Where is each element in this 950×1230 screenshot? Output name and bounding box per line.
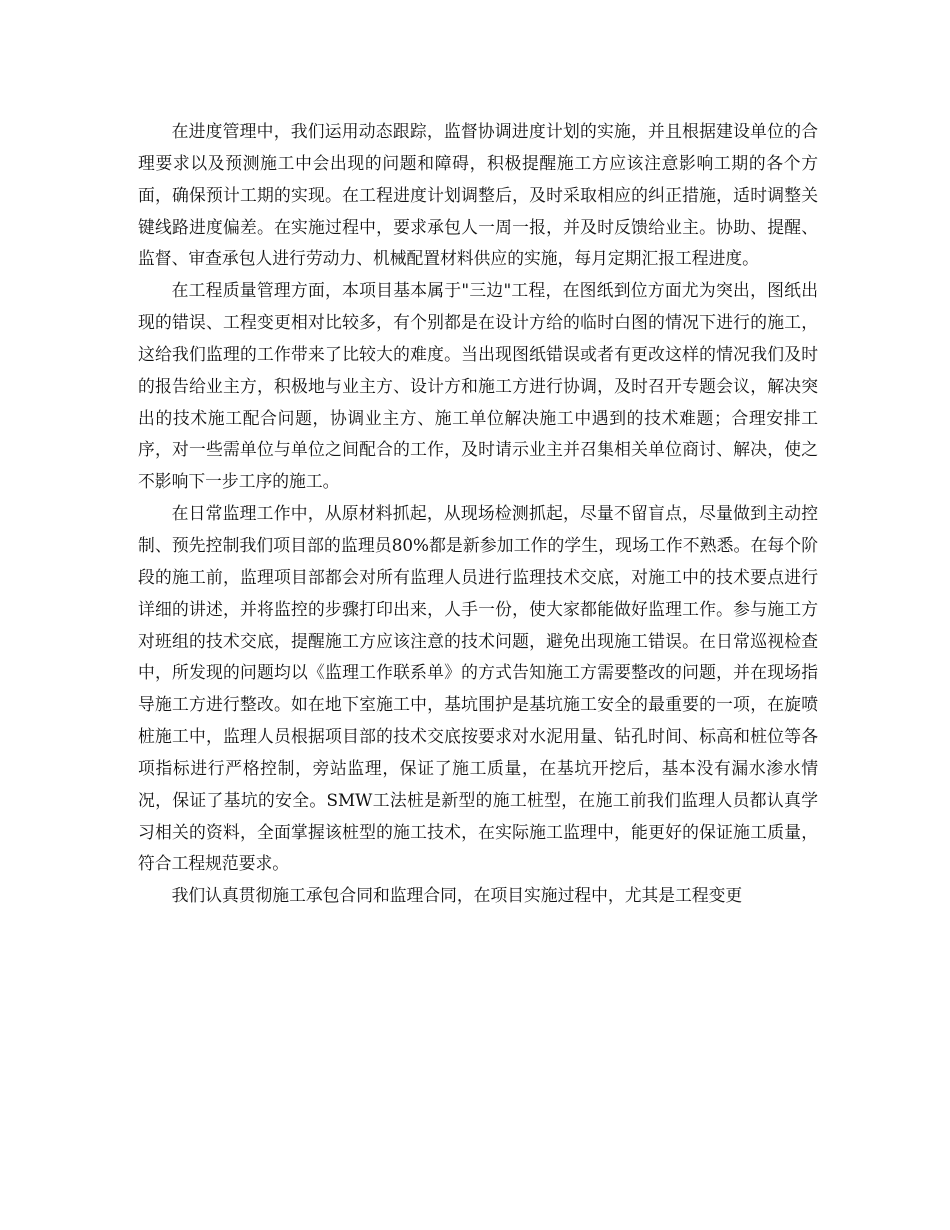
paragraph-quality-management: 在工程质量管理方面，本项目基本属于"三边"工程，在图纸到位方面尤为突出，图纸出现的错误、工程变更相对比较多，有个别都是在设计方给的临时白图的情况下进行的施工，这给我们监理的工作带来了比较大的难度。当出现图纸错误或者有更改这样的情况我们及时的报告给业主方，积极地与业主方、设计方和施工方进行协调，及时召开专题会议，解决突出的技术施工配合问题，协调业主方、施工单位解决施工中遇到的技术难题；合理安排工序，对一些需单位与单位之间配合的工作，及时请示业主并召集相关单位商讨、解决，使之不影响下一步工序的施工。: [138, 280, 818, 492]
document-body: [138, 116, 818, 912]
paragraph-contract-implementation: 我们认真贯彻施工承包合同和监理合同，在项目实施过程中，尤其是工程变更: [171, 885, 743, 906]
paragraph-schedule-management: 在进度管理中，我们运用动态跟踪，监督协调进度计划的实施，并且根据建设单位的合理要求以及预测施工中会出现的问题和障碍，积极提醒施工方应该注意影响工期的各个方面，确保预计工期的实现。在工程进度计划调整后，及时采取相应的纠正措施，适时调整关键线路进度偏差。在实施过程中，要求承包人一周一报，并及时反馈给业主。协助、提醒、监督、审查承包人进行劳动力、机械配置材料供应的实施，每月定期汇报工程进度。: [138, 121, 818, 269]
paragraph-daily-supervision: 在日常监理工作中，从原材料抓起，从现场检测抓起，尽量不留盲点，尽量做到主动控制、预先控制我们项目部的监理员80%都是新参加工作的学生，现场工作不熟悉。在每个阶段的施工前，监理项目部都会对所有监理人员进行监理技术交底，对施工中的技术要点进行详细的讲述，并将监控的步骤打印出来，人手一份，使大家都能做好监理工作。参与施工方对班组的技术交底，提醒施工方应该注意的技术问题，避免出现施工错误。在日常巡视检查中，所发现的问题均以《监理工作联系单》的方式告知施工方需要整改的问题，并在现场指导施工方进行整改。如在地下室施工中，基坑围护是基坑施工安全的最重要的一项，在旋喷桩施工中，监理人员根据项目部的技术交底按要求对水泥用量、钻孔时间、标高和桩位等各项指标进行严格控制，旁站监理，保证了施工质量，在基坑开挖后，基本没有漏水渗水情况，保证了基坑的安全。SMW工法桩是新型的施工桩型，在施工前我们监理人员都认真学习相关的资料，全面掌握该桩型的施工技术，在实际施工监理中，能更好的保证施工质量，符合工程规范要求。: [138, 503, 818, 874]
